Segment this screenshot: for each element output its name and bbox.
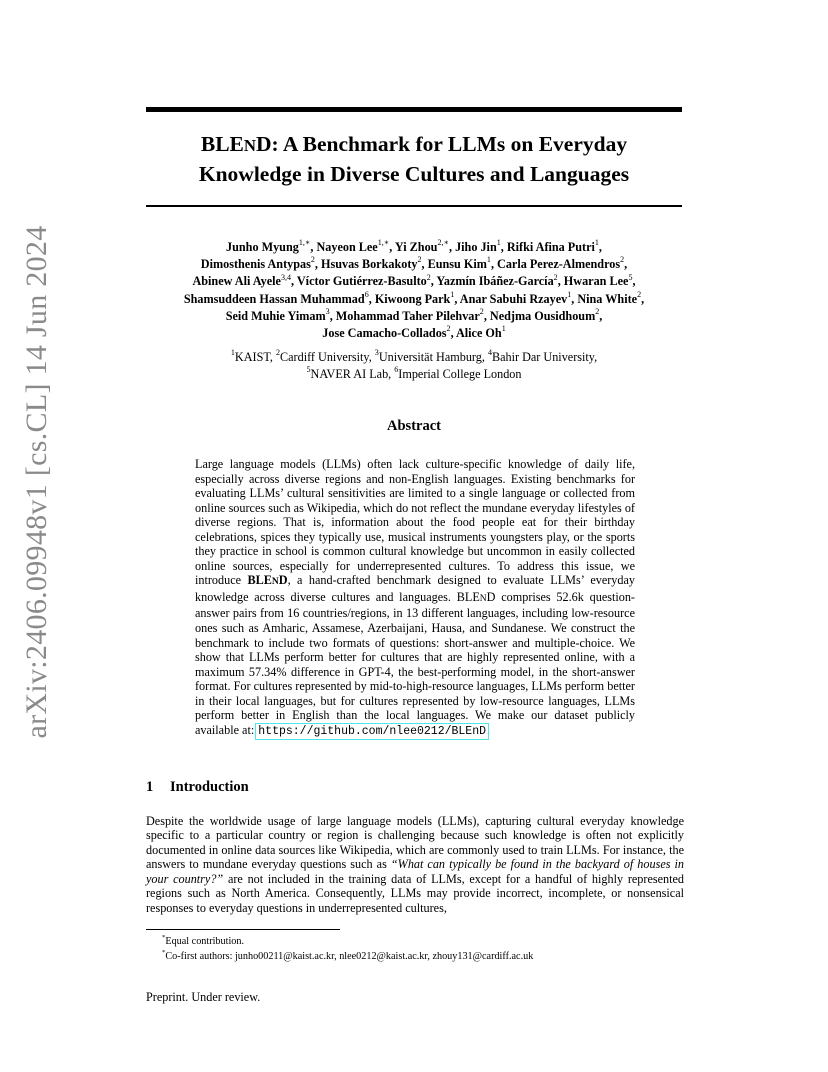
author-name: Alice Oh — [455, 326, 502, 341]
affiliation-name: Universität Hamburg — [378, 350, 482, 364]
author-affiliation-mark: 2 — [553, 272, 558, 282]
paper-title — [146, 130, 682, 188]
author-name: Dimosthenis Antypas — [200, 257, 311, 272]
footnotes — [162, 934, 533, 964]
title-top-rule — [146, 107, 682, 112]
author-affiliation-mark: 3 — [325, 306, 330, 316]
author-line: Seid Muhie Yimam$^3$, Mohammad Taher Pilehvar$^2$, Nedjma Ousidhoum$^2$, — [225, 306, 603, 323]
intro-quote: “What can typically be found in the backyard of houses in your country?” — [146, 857, 685, 886]
author-affiliation-mark: 1 — [450, 289, 455, 299]
author-affiliation-mark: 1,∗ — [298, 238, 311, 248]
author-name: Abinew Ali Ayele — [192, 274, 281, 289]
affiliation-mark: 6 — [394, 365, 399, 375]
preprint-notice: Preprint. Under review. — [146, 990, 261, 1004]
author-affiliation-mark: 1 — [501, 324, 506, 334]
author-affiliation-mark: 2,∗ — [437, 238, 449, 248]
footnote-rule — [146, 929, 340, 930]
author-affiliation-mark: 2 — [637, 289, 642, 299]
author-name: Anar Sabuhi Rzayev — [459, 291, 568, 306]
affiliation-line: $^1$KAIST, $^2$Cardiff University, $^3$Universität Hamburg, $^4$Bahir Dar University, — [230, 348, 598, 364]
affiliation-mark: 5 — [306, 365, 311, 375]
author-affiliation-mark: 3,4 — [280, 272, 291, 282]
arxiv-id[interactable]: arXiv:2406.09948v1 [cs.CL] 14 Jun 2024 — [20, 225, 53, 739]
author-name: Hsuvas Borkakoty — [320, 257, 418, 272]
author-line: Abinew Ali Ayele$^{3,4}$, Víctor Gutiérrez-Basulto$^2$, Yazmín Ibáñez-García$^2$, Hwaran Lee$^5$, — [192, 272, 636, 289]
author-name: Junho Myung — [226, 240, 299, 254]
title-line-1: BLEND: A Benchmark for LLMs on Everyday — [200, 132, 628, 156]
affiliation-name: NAVER AI Lab — [310, 367, 389, 381]
affiliation-mark: 1 — [230, 348, 235, 358]
author-affiliation-mark: 2 — [426, 272, 431, 282]
author-name: Jose Camacho-Collados — [322, 326, 447, 341]
affiliation-name: Imperial College London — [398, 367, 522, 381]
author-affiliation-mark: 1 — [567, 289, 572, 299]
arxiv-stamp — [0, 0, 90, 1072]
author-name: Carla Perez-Almendros — [497, 257, 621, 272]
author-name: Nina White — [577, 291, 638, 306]
affiliation-name: Bahir Dar University — [491, 350, 595, 364]
author-name: Rifki Afina Putri — [506, 240, 595, 254]
title-line-2: Knowledge in Diverse Cultures and Languages — [198, 162, 630, 186]
author-name: Eunsu Kim — [427, 257, 487, 272]
footnote-equal-contribution: *Equal contribution. — [162, 933, 245, 947]
introduction-body: Despite the worldwide usage of large language models (LLMs), capturing cultural everyday knowledge specific to a particular country or region is challenging because such knowledge is often not explicitly documented in online data sources like Wikipedia, which are commonly used to train LLMs. For instance, the answers to mundane everyday questions such as “What can typically be found in the backyard of houses in your country?” are not included in the training data of LLMs, except for a handful of highly represented regions such as North America. Consequently, LLMs may provide incorrect, incomplete, or nonsensical responses to everyday questions in underrepresented cultures, — [146, 814, 685, 915]
footnote-co-first-authors: *Co-first authors: junho00211@kaist.ac.kr, nlee0212@kaist.ac.kr, zhouy131@cardiff.ac.uk — [162, 948, 534, 962]
author-name: Hwaran Lee — [563, 274, 629, 289]
section-heading — [146, 779, 249, 796]
affiliation-line: $^5$NAVER AI Lab, $^6$Imperial College London — [306, 365, 522, 381]
author-affiliation-mark: 2 — [446, 324, 451, 334]
section-title: Introduction — [170, 779, 249, 795]
author-affiliation-mark: 1,∗ — [377, 238, 390, 248]
author-name: Seid Muhie Yimam — [225, 308, 326, 323]
affiliations — [146, 349, 682, 383]
abstract-heading: Abstract — [387, 418, 441, 434]
author-name: Jiho Jin — [455, 240, 497, 254]
section-number: 1 — [146, 779, 154, 795]
affiliation-mark: 4 — [487, 348, 492, 358]
author-affiliation-mark: 2 — [417, 255, 422, 265]
title-bottom-rule — [146, 205, 682, 207]
author-list — [130, 239, 698, 342]
author-name: Nayeon Lee — [316, 240, 378, 254]
author-name: Mohammad Taher Pilehvar — [335, 308, 480, 323]
affiliation-mark: 2 — [275, 348, 281, 358]
author-name: Nedjma Ousidhoum — [489, 308, 596, 323]
abstract-body: Large language models (LLMs) often lack culture-specific knowledge of daily life, especially across diverse regions and non-English languages. Existing benchmarks for evaluating LLMs’ cultural sensitivities are limited to a single language or collected from online sources such as Wikipedia, which do not reflect the mundane everyday lifestyles of diverse regions. That is, information about the food people eat for their birthday celebrations, spices they typically use, musical instruments youngsters play, or the sports they practice in school is common cultural knowledge but uncommon in easily collected online sources, especially for underrepresented cultures. To address this issue, we introduce BLEND, a hand-crafted benchmark designed to evaluate LLMs’ everyday knowledge across diverse cultures and languages. BLEND comprises 52.6k question-answer pairs from 16 countries/regions, in 13 different languages, including low-resource ones such as Amharic, Assamese, Azerbaijani, Hausa, and Sundanese. We construct the benchmark to include two formats of questions: short-answer and multiple-choice. We show that LLMs perform better for cultures that are highly represented online, with a maximum 57.34% difference in GPT-4, the best-performing model, in the short-answer format. For cultures represented by mid-to-high-resource languages, LLMs perform better in their local languages, but for cultures represented by low-resource languages, LLMs perform better in English than the local languages. We make our dataset publicly available at: https://github.com/nlee0212/BLEnD. — [195, 457, 636, 738]
author-affiliation-mark: 5 — [628, 272, 633, 282]
affiliation-name: KAIST — [234, 350, 270, 364]
author-line: Shamsuddeen Hassan Muhammad$^6$, Kiwoong Park$^1$, Anar Sabuhi Rzayev$^1$, Nina White$^2$, — [183, 289, 645, 306]
affiliation-name: Cardiff University — [280, 350, 369, 364]
author-name: Kiwoong Park — [374, 291, 451, 306]
author-affiliation-mark: 1 — [496, 238, 501, 248]
author-affiliation-mark: 1 — [486, 255, 491, 265]
affiliation-mark: 3 — [374, 348, 379, 358]
author-name: Yi Zhou — [394, 240, 438, 254]
author-affiliation-mark: 6 — [364, 289, 369, 299]
author-name: Víctor Gutiérrez-Basulto — [296, 274, 427, 289]
dataset-link[interactable]: https://github.com/nlee0212/BLEnD — [258, 724, 487, 738]
author-affiliation-mark: 2 — [310, 255, 315, 265]
author-name: Yazmín Ibáñez-García — [436, 274, 554, 289]
author-affiliation-mark: 2 — [620, 255, 625, 265]
author-line: Dimosthenis Antypas$^2$, Hsuvas Borkakoty$^2$, Eunsu Kim$^1$, Carla Perez-Almendros$^2$, — [200, 255, 628, 272]
author-affiliation-mark: 2 — [479, 306, 484, 316]
author-affiliation-mark: 2 — [595, 306, 600, 316]
benchmark-name: BLEND — [456, 589, 496, 604]
author-affiliation-mark: 1 — [594, 238, 599, 248]
author-line: Jose Camacho-Collados$^2$, Alice Oh$^1$ — [322, 324, 506, 341]
author-line: Junho Myung$^{1,∗}$, Nayeon Lee$^{1,∗}$, Yi Zhou$^{2,∗}$, Jiho Jin$^1$, Rifki Afina Putri$^1$, — [226, 238, 602, 254]
author-name: Shamsuddeen Hassan Muhammad — [183, 291, 365, 306]
